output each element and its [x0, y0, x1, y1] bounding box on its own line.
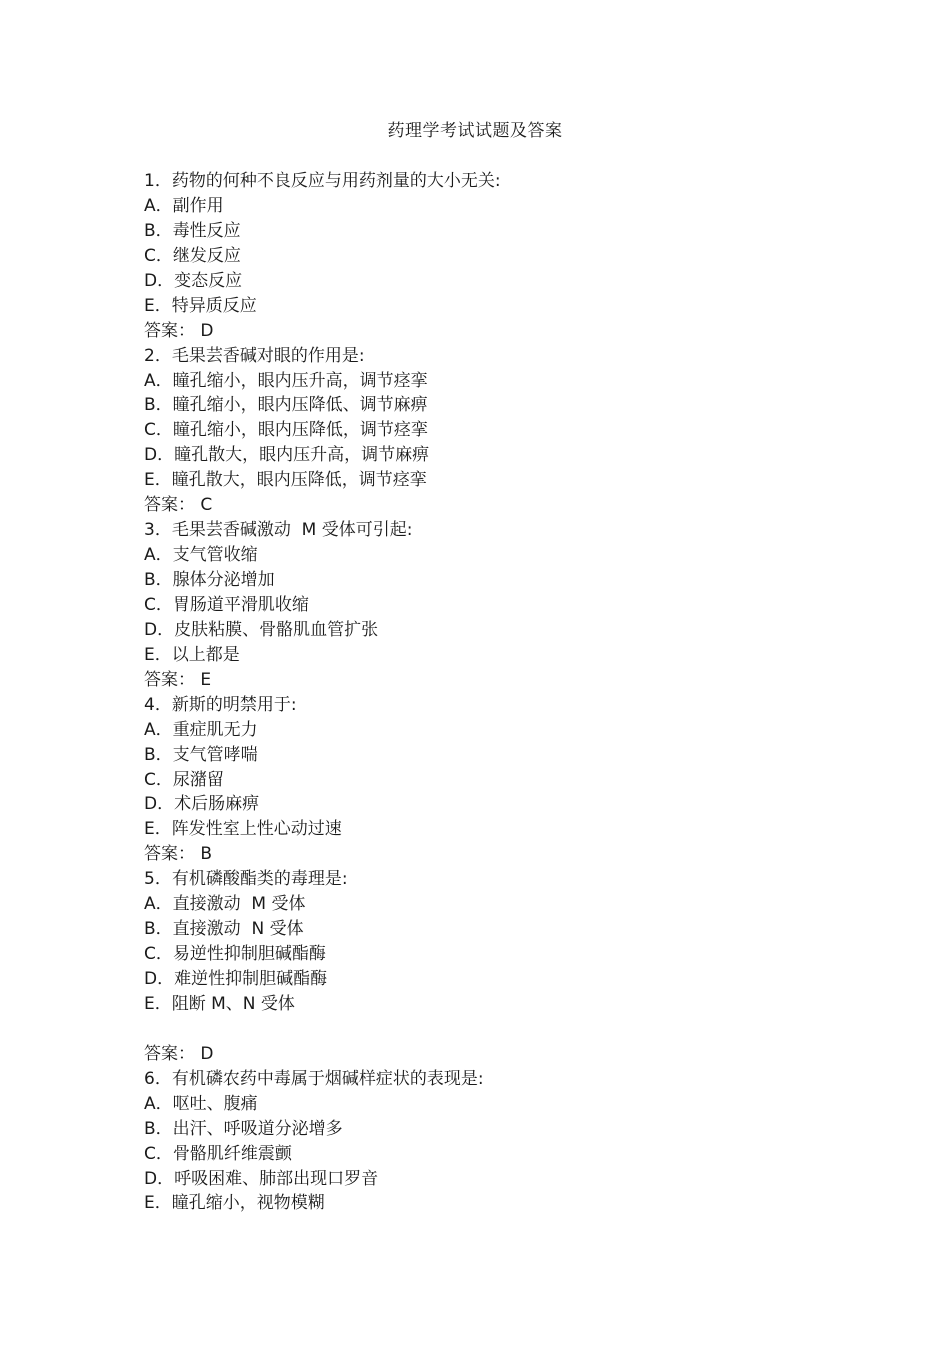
option-text: D．皮肤粘膜、骨骼肌血管扩张	[144, 619, 379, 640]
answer-text: 答案： C	[144, 495, 213, 516]
option-text: E．瞳孔散大，眼内压降低，调节痉挛	[144, 470, 427, 491]
question-text: 3．毛果芸香碱激动 M 受体可引起:	[144, 520, 413, 541]
document-title: 药理学考试试题及答案	[387, 121, 563, 141]
option-text: A．瞳孔缩小，眼内压升高，调节痉挛	[144, 370, 428, 391]
option-text: E．以上都是	[144, 644, 240, 665]
option-text: C．继发反应	[144, 245, 241, 266]
option-text: B．瞳孔缩小，眼内压降低、调节麻痹	[144, 395, 428, 416]
option-text: D．呼吸困难、肺部出现口罗音	[144, 1168, 379, 1189]
question-text: 2．毛果芸香碱对眼的作用是:	[144, 345, 365, 366]
option-text: A．重症肌无力	[144, 719, 258, 740]
answer-text: 答案： D	[144, 320, 214, 341]
question-list	[144, 169, 844, 1216]
option-text: E．阻断 M、N 受体	[144, 993, 295, 1014]
option-text: E．特异质反应	[144, 295, 257, 316]
answer-text: 答案： D	[144, 1043, 214, 1064]
option-text: C．瞳孔缩小，眼内压降低，调节痉挛	[144, 420, 428, 441]
option-text: C．胃肠道平滑肌收缩	[144, 594, 309, 615]
question-text: 1．药物的何种不良反应与用药剂量的大小无关:	[144, 171, 501, 191]
option-text: A．支气管收缩	[144, 545, 258, 566]
question-text: 5．有机磷酸酯类的毒理是:	[144, 869, 348, 890]
option-text: D．难逆性抑制胆碱酯酶	[144, 969, 328, 989]
option-text: C．易逆性抑制胆碱酯酶	[144, 944, 326, 965]
answer-text: 答案： B	[144, 844, 213, 865]
option-text: A．呕吐、腹痛	[144, 1093, 258, 1114]
option-text: D．瞳孔散大，眼内压升高，调节麻痹	[144, 445, 430, 466]
option-text: C．尿潴留	[144, 769, 224, 790]
option-text: B．出汗、呼吸道分泌增多	[144, 1118, 343, 1139]
question-text: 6．有机磷农药中毒属于烟碱样症状的表现是:	[144, 1068, 484, 1089]
option-text: C．骨骼肌纤维震颤	[144, 1143, 292, 1164]
option-text: E．瞳孔缩小，视物模糊	[144, 1193, 325, 1214]
option-text: B．腺体分泌增加	[144, 570, 275, 590]
option-text: B．支气管哮喘	[144, 744, 258, 765]
option-text: A．副作用	[144, 195, 224, 216]
option-text: A．直接激动 M 受体	[144, 894, 306, 915]
option-text: D．变态反应	[144, 270, 243, 291]
question-text: 4．新斯的明禁用于:	[144, 694, 297, 715]
option-text: B．毒性反应	[144, 220, 241, 241]
option-text: B．直接激动 N 受体	[144, 919, 304, 940]
answer-text: 答案： E	[144, 669, 212, 690]
option-text: D．术后肠麻痹	[144, 794, 260, 815]
option-text: E．阵发性室上性心动过速	[144, 819, 342, 840]
